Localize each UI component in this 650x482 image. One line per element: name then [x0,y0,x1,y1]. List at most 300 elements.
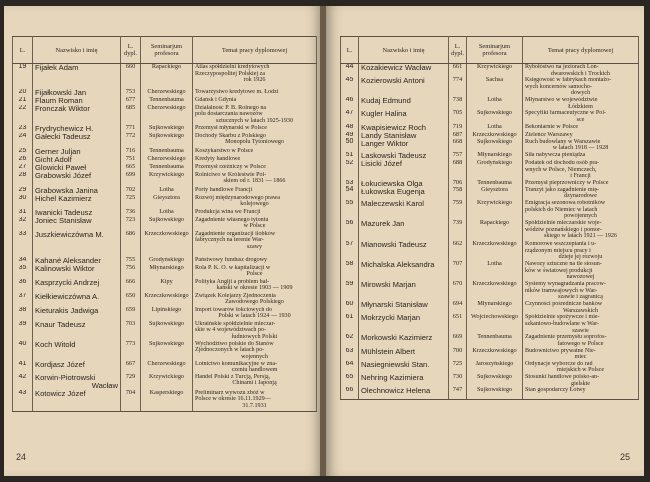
row-number-line: 45 [345,77,354,84]
row-number [341,301,359,314]
thesis-topic-line: ników tramwajowych w War- [525,287,598,294]
thesis-topic-line: wnych w Polsce, Niemczech, [525,166,597,173]
student-name [33,97,121,105]
student-name-line: Fronczak Wiktor [35,104,90,113]
student-name [359,334,449,347]
thesis-topic-line: szawie [572,327,589,334]
thesis-topic-line: Lotnictwo komunikacyjne w zna- [195,360,278,367]
diploma-number: 686 [121,231,141,257]
row-number [341,387,359,399]
row-number [13,361,33,374]
diploma-number: 719 [449,124,467,132]
student-name [33,217,121,231]
table-row [341,281,639,301]
row-number [341,361,359,374]
seminar-professor: Krzeczkowskiego [141,293,193,307]
seminar-professor: Cherzewskiego [141,361,193,374]
student-name [359,281,449,301]
table-row [13,89,317,97]
seminar-professor: Tennenbauma Gieysztora [467,180,523,200]
row-number [13,307,33,321]
col-header-no: L. [341,37,359,64]
diploma-number: 773 [121,341,141,361]
row-number-line: 49 [345,132,354,139]
diploma-number: 677 [121,97,141,105]
thesis-topic-line: rządzonym miejscu pracy i [525,247,591,254]
student-name-line: Mazurek Jan [361,220,405,229]
seminar-professor: Młynarskiego [141,265,193,279]
student-name-line: Langer Wiktor [361,139,409,149]
row-number-line: 30 [18,194,27,201]
table-row [13,265,317,279]
row-number-line: 56 [345,220,354,227]
row-number [13,231,33,257]
row-number [341,200,359,220]
seminar-professor: Jaroszyńskiego [467,361,523,374]
student-name [33,209,121,217]
thesis-topic-line: wództw poznańskiego i pomor- [525,226,602,233]
table-row [13,164,317,172]
thesis-topic-line: Warszawskich [562,307,599,314]
student-name [33,307,121,321]
thesis-topic-line: szawie i zagranicą [558,294,603,301]
seminar-professor: Tennenbauma [467,334,523,347]
thesis-topic-line: Polsce [246,271,263,278]
diploma-number: 700 [449,348,467,361]
table-row [341,314,639,334]
student-name-line: Lisicki Józef [361,160,402,169]
student-name-line: Kordjasz Józef [35,360,85,369]
table-row [341,374,639,387]
col-header-name: Nazwisko i imię [33,37,121,64]
student-name [33,361,121,374]
thesis-topic [523,334,639,347]
student-name-line: Mokrzycki Marjan [361,314,421,323]
thesis-topic [193,164,317,172]
row-number-line: 66 [345,387,354,394]
row-number-line: 59 [345,281,354,288]
thesis-topic [193,341,317,361]
student-name [359,220,449,241]
row-number-line: 60 [345,301,354,308]
thesis-topic-line: Ukraińskie spółdzielnie mleczar- [195,320,276,327]
row-number [341,241,359,261]
thesis-topic-line: sztucznych w latach 1925-1930 [216,117,293,124]
table-row [13,209,317,217]
student-name-line: Grabowski Józef [35,171,92,180]
thesis-topic-line: Państwowy fundusz drogowy [195,256,268,263]
table-row [13,390,317,412]
row-number-line: 22 [18,104,27,111]
thesis-topic [523,200,639,220]
row-number [13,374,33,390]
thesis-topic [193,390,317,412]
row-number [341,314,359,334]
student-name-line: Korwin-Piotrowski [35,373,96,382]
row-number-line: 57 [345,241,354,248]
row-number [13,97,33,105]
table-row [13,257,317,265]
student-name [33,172,121,187]
row-number-line: 24 [18,132,27,139]
thesis-topic-line: kański w okresie 1903 — 1909 [216,285,293,292]
table-row [341,241,639,261]
row-number-line: 50 [345,138,354,146]
thesis-topic-line: Rolnictwo w Królestwie Pol- [195,171,267,178]
table-row [13,64,317,89]
student-name-line: Glowicki Paweł [35,163,87,172]
thesis-topic-line: Zjednoczonych w latach po- [195,347,265,354]
thesis-topic [523,64,639,78]
student-name-line: Mianowski Tadeusz [361,241,427,250]
thesis-topic-line: dowych [570,90,591,97]
thesis-topic [523,220,639,241]
row-number-line: 19 [18,63,27,70]
table-row [341,152,639,160]
table-row [13,361,317,374]
thesis-topic-line: skiego w latach 1921 — 1926 [544,233,617,240]
row-number [341,64,359,78]
thesis-topic-line: gielskie [571,380,590,387]
seminar-professor: Tennenbauma [141,97,193,105]
diploma-number: 669 [449,334,467,347]
seminar-professor: Tennenbauma [141,164,193,172]
diploma-number: 703 [121,321,141,341]
thesis-topic-line: miejskich w Polsce [556,367,605,374]
student-name [359,64,449,78]
diploma-number: 650 [121,293,141,307]
thesis-topic [193,105,317,125]
thesis-topic-line: Gdańsk i Gdynia [195,96,237,103]
thesis-topic [523,387,639,399]
thesis-topic [193,172,317,187]
thesis-topic [523,180,639,200]
thesis-topic-line: Księgowość w fabrykach montażo- [525,77,612,84]
thesis-topic-line: Zagadnienie własnego tytoniu [195,216,269,223]
thesis-topic [523,160,639,180]
table-row [341,160,639,180]
thesis-topic-line: polu dostarczania nawozów [195,111,263,118]
seminar-professor: Grodyńskiego [467,160,523,180]
row-number [341,334,359,347]
row-number [341,77,359,97]
table-row [13,279,317,293]
thesis-topic-line: Kredyty handlowe [195,155,241,162]
seminar-professor: Cherzewskiego [141,89,193,97]
row-number [13,195,33,209]
seminar-professor: Rapackiego [141,64,193,89]
thesis-topic-line: Systemy wynagradzania pracow- [525,281,606,288]
seminar-professor: Lotha [141,187,193,195]
diploma-number: 662 [449,241,467,261]
table-row [341,200,639,220]
student-name [33,187,121,195]
table-row [341,361,639,374]
thesis-topic-line: Zagadnienie przemysłu soprofos- [525,334,607,341]
thesis-topic-line: sce [576,116,585,123]
thesis-topic [193,133,317,148]
thesis-topic-line: Monopolu Tytoniowego [225,139,284,146]
diploma-number: 756 [121,265,141,279]
thesis-topic-line: łudniowych Polski [231,333,278,340]
row-number-line: 27 [18,163,27,170]
student-name-line: Fijałkowski Jan [35,88,87,97]
row-number [341,160,359,180]
thesis-topic [193,321,317,341]
diploma-number: 706 758 [449,180,467,200]
row-number-line: 21 [18,96,27,103]
student-name-line: Nasiegniewski Stan. [361,360,430,369]
diploma-number: 659 [121,307,141,321]
thesis-topic-line: dwarowskich i Trockich [551,70,610,77]
thesis-topic-line: Koszykarstwo w Polsce [195,147,254,154]
thesis-topic [193,307,317,321]
thesis-topic [193,148,317,156]
student-name [33,105,121,125]
thesis-topic [523,152,639,160]
row-number-line: 48 [345,124,354,131]
student-name [359,160,449,180]
student-name-line: Kieturakis Jadwiga [35,306,99,315]
thesis-topic-line: Przemysł rzeźniczy w Polsce [195,163,266,170]
student-name [359,180,449,200]
student-name-line: Kotowicz Józef [35,389,86,398]
row-number-line: 37 [18,292,27,299]
thesis-topic-line: Łódzkiem [568,103,593,110]
thesis-topic [193,156,317,164]
row-number-line: 29 [18,186,27,193]
diploma-number: 694 [449,301,467,314]
thesis-topic [193,361,317,374]
table-row [13,97,317,105]
seminar-professor: Wojciechowskiego [467,314,523,334]
thesis-topic [193,217,317,231]
seminar-professor: Sujkowskiego [467,387,523,399]
student-name-line: Maleczewski Karol [361,200,424,209]
thesis-topic-line: Rzeczypospolitej Polskiej za [195,70,266,77]
row-number [13,64,33,89]
thesis-topic-line: Zagadnienie organizacji ilobków [195,230,276,237]
student-name [33,341,121,361]
student-name [359,361,449,374]
diploma-number: 687 668 [449,132,467,152]
student-name [33,195,121,209]
table-row [341,387,639,399]
register-body-right [341,64,639,400]
seminar-professor: Sujkowskiego [467,110,523,124]
thesis-topic-line: powojennych [564,213,597,220]
student-name [33,64,121,89]
table-row [13,133,317,148]
table-row [341,124,639,132]
seminar-professor: Sujkowskiego [141,125,193,133]
row-number-line: 26 [18,155,27,162]
col-header-prof: Seminarjum profesora [141,37,193,64]
thesis-topic-line: czeniu handlowem [231,367,278,374]
seminar-professor: Sujkowskiego [141,217,193,231]
student-name-line: Kiełkiewiczówna A. [35,292,100,301]
table-row [13,195,317,209]
right-page [326,6,644,476]
thesis-topic-line: 31.7.1931 [242,402,267,409]
left-page [4,6,322,476]
diploma-number: 757 [449,152,467,160]
student-name [359,124,449,132]
col-header-name: Nazwisko i imię [359,37,449,64]
thesis-topic-line: wych koncernów samocho- [525,83,593,90]
diploma-number: 774 [449,77,467,97]
thesis-topic [523,348,639,361]
row-number [13,187,33,195]
thesis-topic-line: Siła nabywcza pieniądza [525,152,586,159]
col-header-prof: Seminarjum profesora [467,37,523,64]
thesis-topic-line: polskich do Niemiec w latach [525,206,598,213]
thesis-topic-line: Spółdzielnie mleczarskie woje- [525,220,602,227]
student-name-line: Knaur Tadeusz [35,320,86,329]
thesis-topic-line: wojennych [241,353,268,360]
row-number-line: 41 [18,360,27,367]
thesis-topic-line: Import towarów łokciowych do [195,306,273,313]
row-number-line: 42 [18,373,27,380]
student-name-line: Gałecki Tadeusz [35,132,91,141]
student-name-line: Frydrychewicz H. [35,124,94,133]
thesis-topic-line: Komorowe wszczepiania i u- [525,241,597,248]
row-number [13,341,33,361]
diploma-number: 729 [121,374,141,390]
table-row [13,148,317,156]
thesis-topic-line: Zieleńce Warszawy [525,132,573,139]
thesis-topic [523,281,639,301]
student-name-line: Wacław [91,380,118,390]
thesis-topic-line: Stan gospodarczy Łotwy [525,387,586,394]
seminar-professor: Cherzewskiego [141,156,193,164]
thesis-topic-line: Przemysł pieprzowniczy w Polsce [525,180,609,187]
thesis-topic-line: Ordynacje wyborcze do rad [525,360,593,367]
table-row [13,374,317,390]
thesis-topic-line: dzynarodowe [564,193,597,200]
row-number-line: 63 [345,347,354,354]
student-name [359,314,449,334]
thesis-topic-line: Ruch budowlany w Warszawie [525,138,601,145]
thesis-topic-line: Atlas spółdzielni kredytowych [195,64,270,70]
diploma-number: 688 [449,160,467,180]
diploma-number: 685 [121,105,141,125]
table-row [13,321,317,341]
student-name-line: Kalinowski Wiktor [35,264,95,273]
thesis-topic-line: Rybołóstwo na jeziorach Lon- [525,64,599,70]
diploma-number: 667 [121,361,141,374]
thesis-topic-line: nawozowej [566,274,595,281]
diploma-number: 699 [121,172,141,187]
diploma-number: 651 [449,314,467,334]
student-name-line: Gicht Adolf [35,155,72,164]
row-number-line: 36 [18,278,27,285]
thesis-topic-line: Polski w latach 1924 — 1930 [218,313,291,320]
diploma-number: 670 [449,281,467,301]
student-name-line: Młynarski Stanisław [361,301,428,310]
student-name-line: Fijałek Adam [35,63,79,72]
seminar-professor: Młynarskiego [467,152,523,160]
table-row [13,217,317,231]
diploma-number: 747 [449,387,467,399]
thesis-topic-line: w Polsce [243,223,266,230]
thesis-topic-line: dzieje jej rozwoju [558,254,603,261]
thesis-topic-line: miec [574,354,587,361]
student-name-line: Kozierowski Antoni [361,77,425,86]
thesis-topic [193,97,317,105]
student-name [33,125,121,133]
thesis-topic-line: fatowego w Polsce [557,340,604,347]
diploma-number: 723 [121,217,141,231]
student-name [359,387,449,399]
thesis-topic-line: Działalność P. B. Rolnego na [195,104,267,111]
row-number [13,293,33,307]
row-number [341,220,359,241]
student-name-line: Landy Stanisław [361,132,417,141]
student-name-line: Joniec Stanisław [35,216,92,225]
student-name [33,156,121,164]
row-number [13,105,33,125]
row-number [341,97,359,110]
student-name-line: Koch Witold [35,340,76,349]
thesis-topic-line: Czynności pośrednicze banków [525,301,603,308]
diploma-number: 751 [121,156,141,164]
row-number [13,390,33,412]
col-header-dyp: L. dypl. [449,37,467,64]
student-name [33,164,121,172]
diploma-number: 730 [449,374,467,387]
row-number-line: 20 [18,88,27,95]
student-name-line: Juszkiewiczówna M. [35,230,104,239]
thesis-topic [523,261,639,281]
student-name [33,89,121,97]
thesis-topic [523,301,639,314]
thesis-topic [523,361,639,374]
seminar-professor: Sujkowskiego [141,321,193,341]
seminar-professor: Cherzewskiego [141,105,193,125]
row-number-line: 47 [345,110,354,117]
seminar-professor: Lipińskiego [141,307,193,321]
student-name-line: Michalska Aleksandra [361,261,435,270]
thesis-topic-line: Dochody Skarbu z Polskiego [195,132,266,139]
student-name-line: Kudaj Edmund [361,96,411,105]
seminar-professor: Młynarskiego [467,301,523,314]
student-name [359,200,449,220]
row-number-line: 28 [18,171,27,178]
seminar-professor: Krzywickiego [467,64,523,78]
student-name-line: Olechnowicz Helena [361,387,431,396]
student-name [359,301,449,314]
table-row [341,110,639,124]
table-row [341,77,639,97]
row-number-line: 62 [345,334,354,341]
table-row [13,105,317,125]
student-name-line: Łokuciewska Olga [361,180,423,189]
seminar-professor: Krzeczkowskiego [467,348,523,361]
row-number [13,279,33,293]
student-name-line: Łukowska Eugenja [361,187,425,197]
row-number-line: 33 [18,230,27,237]
row-number-line: 32 [18,216,27,223]
student-name [33,231,121,257]
thesis-topic-line: Polityka Anglji a problem bał- [195,278,270,285]
diploma-number: 725 [449,361,467,374]
table-row [341,301,639,314]
thesis-topic-line: Towarzystwo kredytowe m. Łodzi [195,88,279,95]
row-number-line: 44 [345,63,354,70]
row-number-line: 65 [345,373,354,380]
student-name-line: Mirowski Marjan [361,281,416,290]
